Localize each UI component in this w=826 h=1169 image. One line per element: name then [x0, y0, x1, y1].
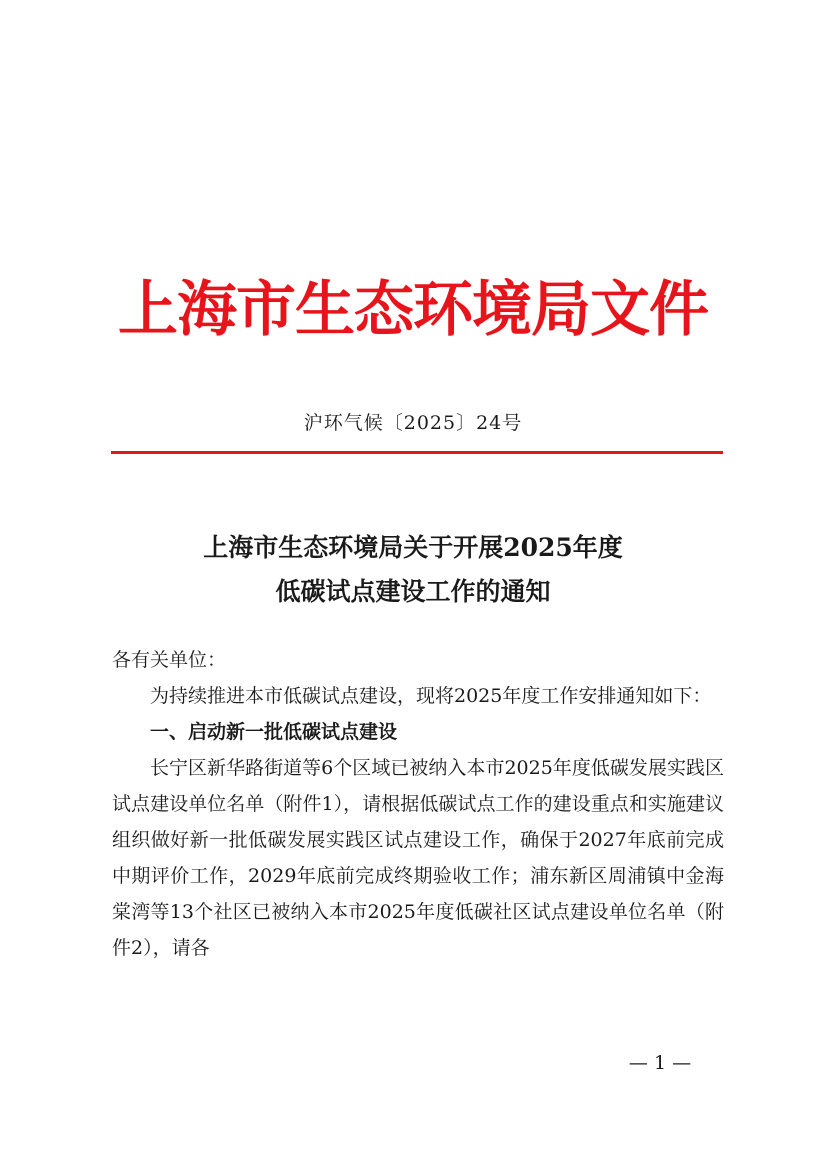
document-number: 沪环气候〔2025〕24号	[303, 412, 523, 434]
section-1-paragraph: 长宁区新华路街道等6个区域已被纳入本市2025年度低碳发展实践区试点建设单位名单（附件1），请根据低碳试点工作的建设重点和实施建议组织做好新一批低碳发展实践区试点建设工作，确保于2027年底前完成中期评价工作，2029年底前完成终期验收工作；浦东新区周浦镇中金海棠湾等13个社区已被纳入本市2025年度低碳社区试点建设单位名单（附件2），请各	[112, 757, 724, 959]
section-1-heading: 一、启动新一批低碳试点建设	[150, 721, 398, 743]
notice-title	[0, 526, 826, 614]
notice-title-line-1: 上海市生态环境局关于开展2025年度	[203, 533, 623, 562]
intro-paragraph: 为持续推进本市低碳试点建设，现将2025年度工作安排通知如下：	[150, 685, 712, 707]
page-number: — 1 —	[628, 1052, 692, 1074]
masthead-title: 上海市生态环境局文件	[118, 275, 708, 345]
notice-title-line-2: 低碳试点建设工作的通知	[275, 577, 551, 606]
document-body	[112, 642, 724, 966]
salutation: 各有关单位：	[112, 649, 227, 671]
red-divider-line	[111, 451, 723, 454]
